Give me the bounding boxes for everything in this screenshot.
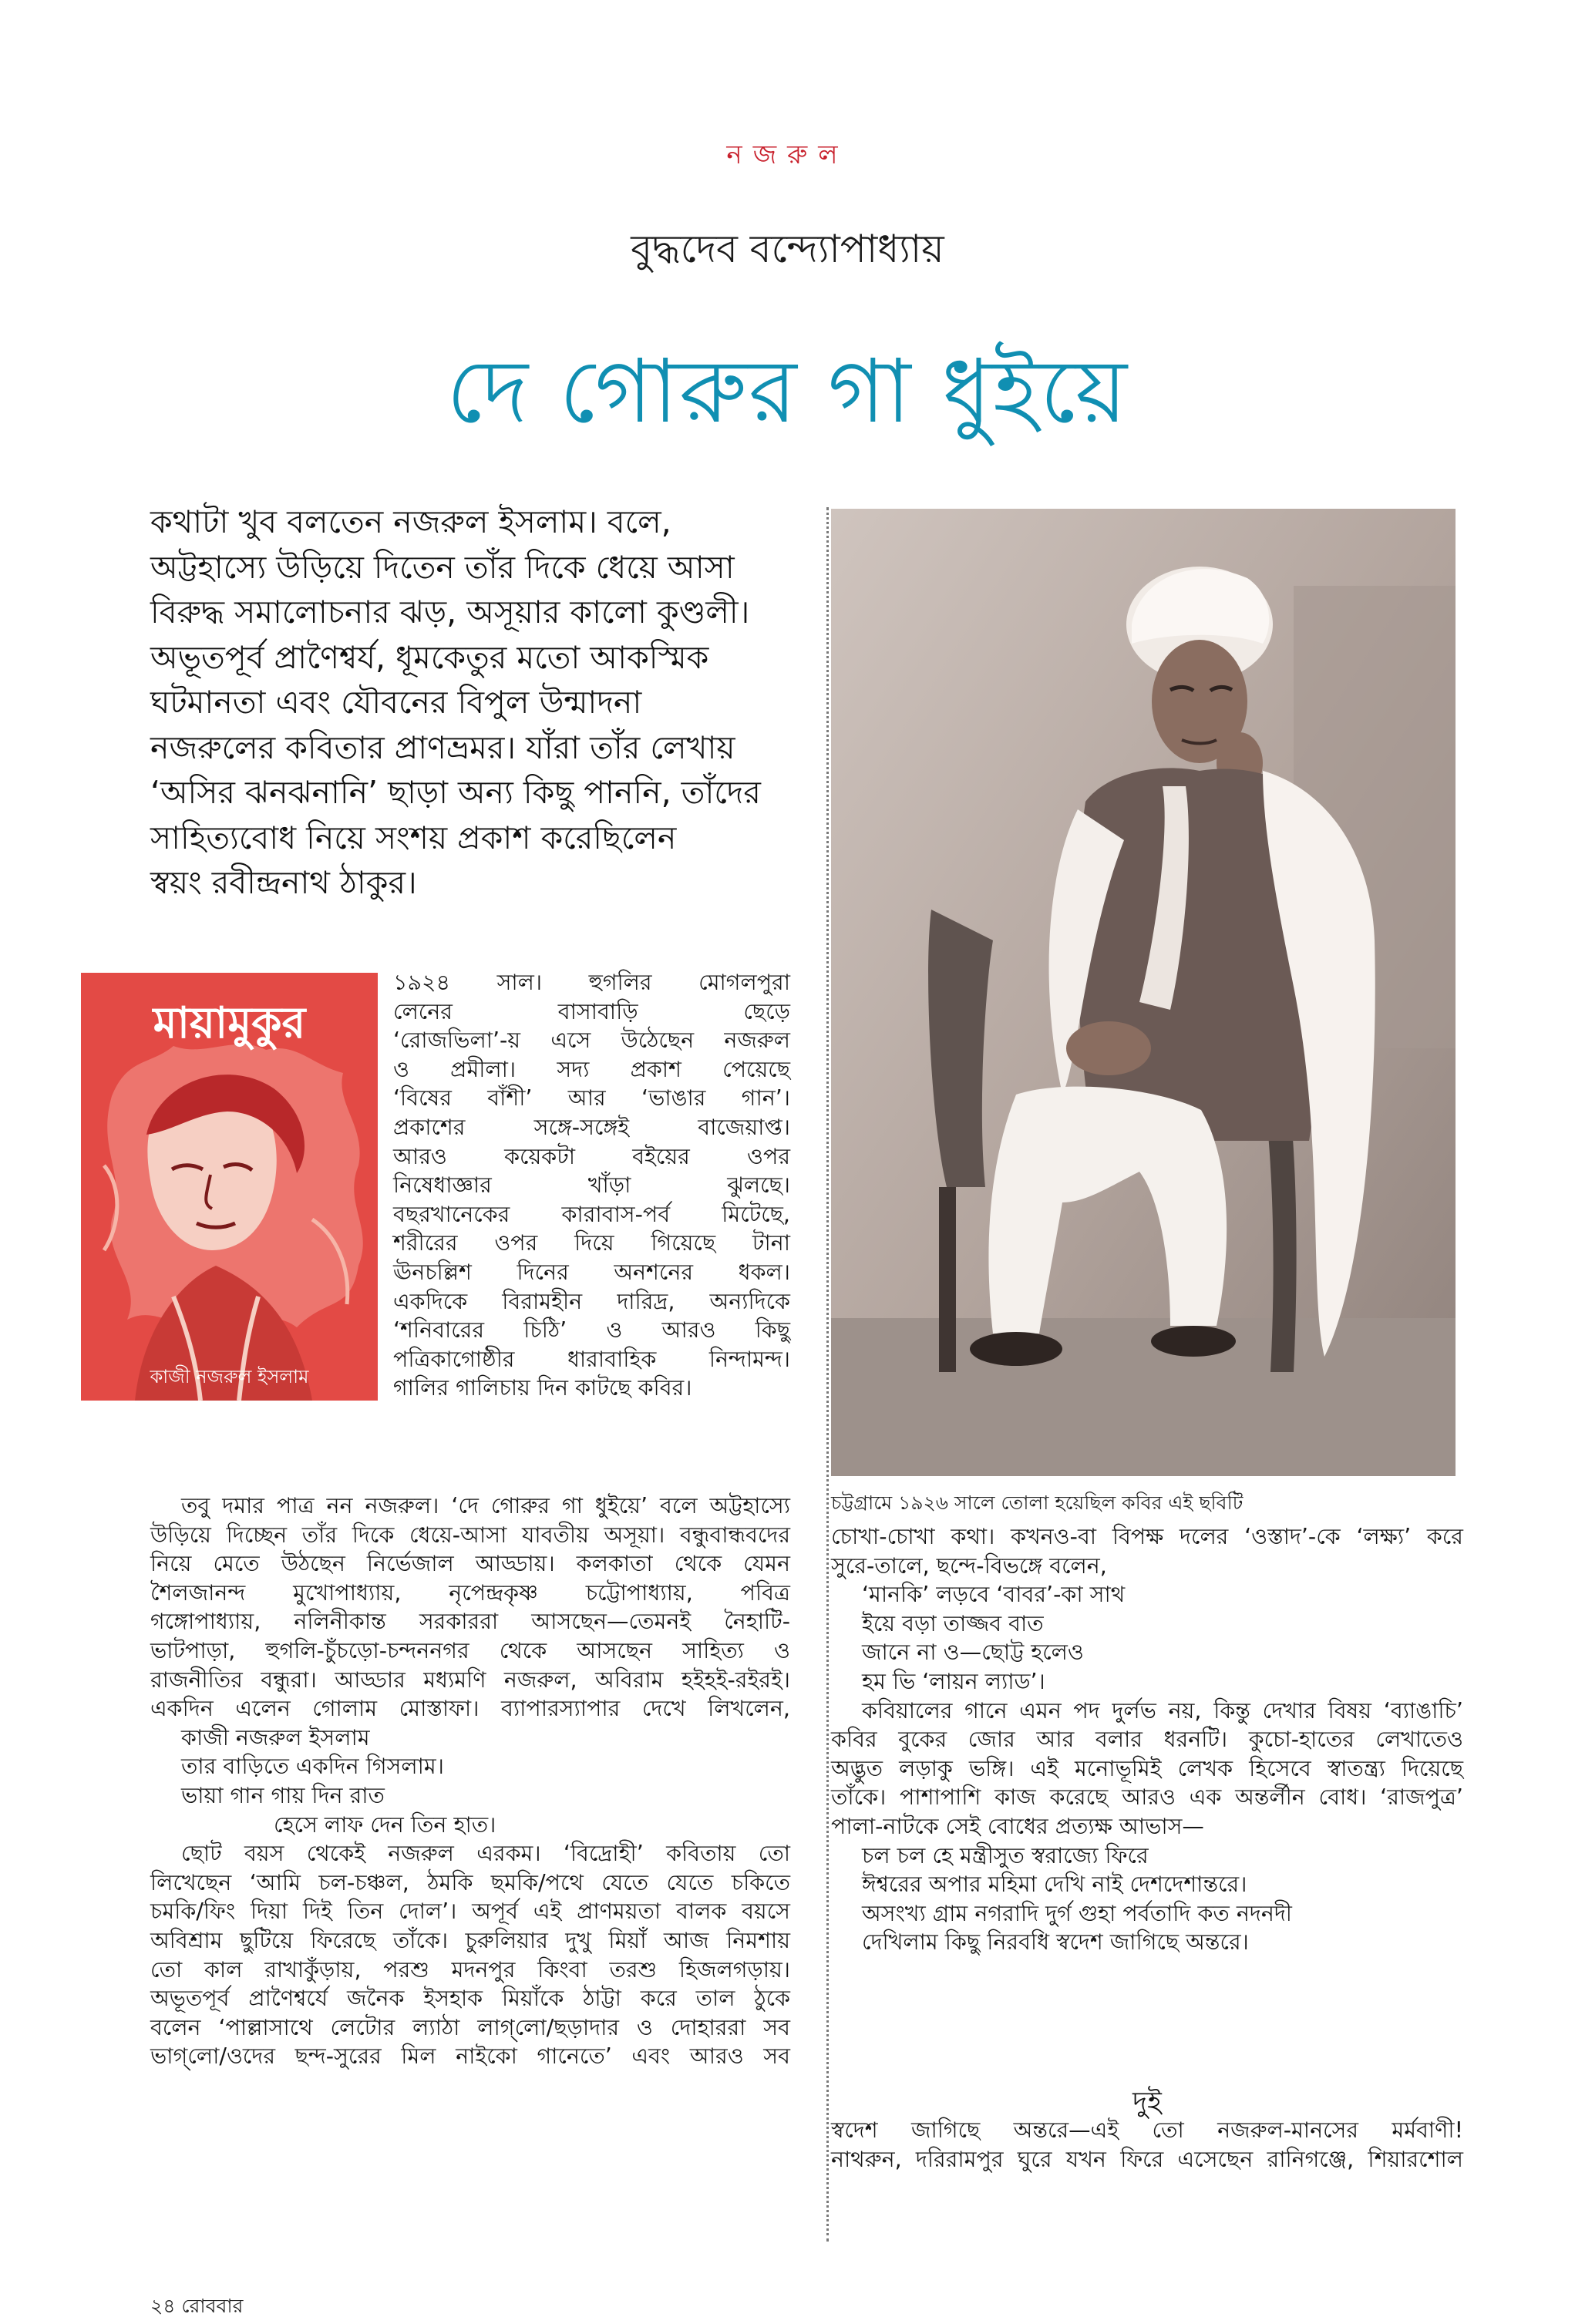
text-line: তবু দমার পাত্র নন নজরুল। ‘দে গোরুর গা ধুইয়ে’ বলে অট্টহাস্যে [181,1493,790,1519]
text-line: ‘বিষের বাঁশী’ আর ‘ভাঙার গান’। [393,1085,790,1112]
poet-portrait-photo [831,509,1456,1476]
verse-line: কাজী নজরুল ইসলাম [181,1724,370,1751]
book-title: মায়ামুকুর [153,998,306,1048]
intro-line: অভূতপূর্ব প্রাণৈশ্বর্য, ধূমকেতুর মতো আকস্মিক [150,638,709,676]
section-label: নজরুল [726,140,849,170]
text-line: কবির বুকের জোর আর বলার ধরনটি। কুচো-হাতের লেখাতেও [831,1727,1463,1753]
text-line: বলেন ‘পাল্লাসাথে লেটোর ল্যাঠা লাগ্‌লো/ছড়াদার ও দোহাররা সব [150,2014,790,2040]
verse-line: দেখিলাম কিছু নিরবধি স্বদেশ জাগিছে অন্তরে। [862,1929,1249,1956]
intro-line: ঘটমানতা এবং যৌবনের বিপুল উন্মাদনা [150,684,642,721]
text-line: উড়িয়ে দিচ্ছেন তাঁর দিকে ধেয়ে-আসা যাবতীয় অসূয়া। বন্ধুবান্ধবদের [150,1522,790,1548]
text-line: তো কাল রাখাকুঁড়ায়, পরশু মদনপুর কিংবা তরশু হিজলগড়ায়। [150,1956,790,1983]
article-author: বুদ্ধদেব বন্দ্যোপাধ্যায় [631,227,944,271]
verse-line: ভায়া গান গায় দিন রাত [181,1782,385,1808]
verse-line: তার বাড়িতে একদিন গিসলাম। [181,1754,444,1780]
text-line: শরীরের ওপর দিয়ে গিয়েছে টানা [393,1230,790,1256]
text-line: নিষেধাজ্ঞার খাঁড়া ঝুলছে। [393,1172,790,1199]
text-line: ঊনচল্লিশ দিনের অনশনের ধকল। [393,1259,790,1285]
article-title: দে গোরুর গা ধুইয়ে [446,340,1129,442]
text-line: লেনের বাসাবাড়ি ছেড়ে [393,998,790,1024]
text-line: পালা-নাটকে সেই বোধের প্রত্যক্ষ আভাস— [831,1813,1204,1839]
text-line: গঙ্গোপাধ্যায়, নলিনীকান্ত সরকাররা আসছেন—তেমনই নৈহাটি- [150,1609,790,1635]
verse-line: জানে না ও—ছোট্ট হলেও [862,1640,1084,1666]
text-line: ১৯২৪ সাল। হুগলির মোগলপুরা [393,970,790,995]
verse-line: ঈশ্বরের অপার মহিমা দেখি নাই দেশদেশান্তরে। [862,1872,1247,1898]
text-line: ভাগ্‌লো/ওদের ছন্দ-সুরের মিল নাইকো গানেতে’ এবং আরও সব [150,2043,790,2070]
text-line: চোখা-চোখা কথা। কখনও-বা বিপক্ষ দলের ‘ওস্তাদ’-কে ‘লক্ষ্য’ করে [831,1524,1463,1549]
book-cover-image [81,973,378,1401]
verse-line: অসংখ্য গ্রাম নগরাদি দুর্গ গুহা পর্বতাদি কত নদনদী [862,1900,1292,1926]
intro-line: অট্টহাস্যে উড়িয়ে দিতেন তাঁর দিকে ধেয়ে আসা [150,548,735,586]
body-column-narrow [393,968,790,1403]
text-line: অবিশ্রাম ছুটিয়ে ফিরেছে তাঁকে। চুরুলিয়ার দুখু মিয়াঁ আজ নিমশায় [150,1927,790,1953]
text-line: অভূতপূর্ব প্রাণৈশ্বর্যে জনৈক ইসহাক মিয়াঁকে ঠাট্টা করে তাল ঠুকে [150,1986,790,2012]
text-line: রাজনীতির বন্ধুরা। আড্ডার মধ্যমণি নজরুল, অবিরাম হইহই-রইরই। [150,1666,790,1693]
body-column-right-section-two [831,2116,1463,2174]
text-line: প্রকাশের সঙ্গে-সঙ্গেই বাজেয়াপ্ত। [393,1114,790,1140]
verse-line: হেসে লাফ দেন তিন হাত। [274,1811,496,1838]
intro-line: কথাটা খুব বলতেন নজরুল ইসলাম। বলে, [150,503,671,540]
intro-line: বিরুদ্ধ সমালোচনার ঝড়, অসূয়ার কালো কুণ্ডলী। [150,594,750,631]
book-author: কাজী নজরুল ইসলাম [150,1366,309,1387]
verse-line: চল চল হে মন্ত্রীসুত স্বরাজ্যে ফিরে [862,1842,1149,1868]
text-line: তাঁকে। পাশাপাশি কাজ করেছে আরও এক অন্তর্লীন বোধ। ‘রাজপুত্র’ [831,1784,1463,1811]
text-line: একদিন এলেন গোলাম মোস্তাফা। ব্যাপারস্যাপার দেখে লিখলেন, [150,1696,790,1722]
verse-line: ইয়ে বড়া তাজ্জব বাত [862,1610,1044,1636]
text-line: ভাটপাড়া, হুগলি-চুঁচড়ো-চন্দননগর থেকে আসছেন সাহিত্য ও [150,1637,790,1663]
text-line: বছরখানেকের কারাবাস-পর্ব মিটেছে, [393,1201,790,1227]
text-line: ‘শনিবারের চিঠি’ ও আরও কিছু [393,1317,790,1344]
body-column-right [831,1522,1463,1957]
text-line: গালির গালিচায় দিন কাটছে কবির। [393,1375,692,1401]
text-line: অদ্ভুত লড়াকু ভঙ্গি। এই মনোভূমিই লেখক হিসেবে স্বাতন্ত্র্য দিয়েছে [831,1755,1463,1781]
text-line: আরও কয়েকটা বইয়ের ওপর [393,1143,790,1169]
verse-line: ‘মানকি’ লড়বে ‘বাবর’-কা সাথ [862,1582,1126,1608]
text-line: পত্রিকাগোষ্ঠীর ধারাবাহিক নিন্দামন্দ। [393,1346,790,1372]
intro-line: নজরুলের কবিতার প্রাণভ্রমর। যাঁরা তাঁর লেখায় [150,728,735,766]
text-line: নিয়ে মেতে উঠছেন নির্ভেজাল আড্ডায়। কলকাতা থেকে যেমন [150,1551,790,1577]
text-line: সুরে-তালে, ছন্দে-বিভঙ্গে বলেন, [831,1552,1107,1579]
text-line: ‘রোজভিলা’-য় এসে উঠেছেন নজরুল [393,1027,790,1054]
section-heading: দুই [1132,2087,1162,2118]
text-line: স্বদেশ জাগিছে অন্তরে—এই তো নজরুল-মানসের মর্মবাণী! [831,2117,1463,2143]
text-line: শৈলজানন্দ মুখোপাধ্যায়, নৃপেন্দ্রকৃষ্ণ চট্টোপাধ্যায়, পবিত্র [150,1579,790,1606]
intro-line: সাহিত্যবোধ নিয়ে সংশয় প্রকাশ করেছিলেন [150,819,677,856]
intro-paragraph [150,499,790,906]
verse-line: হম ভি ‘লায়ন ল্যাড’। [862,1668,1045,1694]
portrait-illustration [831,509,1456,1476]
page-footer: ২৪ রোববার [150,2295,244,2317]
text-line: চমকি/ফিং দিয়া দিই তিন দোল’। অপূর্ব এই প্রাণময়তা বালক বয়সে [150,1899,790,1925]
text-line: ও প্রমীলা। সদ্য প্রকাশ পেয়েছে [393,1056,790,1082]
photo-caption: চট্টগ্রামে ১৯২৬ সালে তোলা হয়েছিল কবির এই ছবিটি [831,1492,1244,1514]
column-divider [826,507,829,2242]
intro-line: স্বয়ং রবীন্দ্রনাথ ঠাকুর। [150,864,417,901]
text-line: কবিয়ালের গানে এমন পদ দুর্লভ নয়, কিন্তু দেখার বিষয় ‘ব্যাঙাচি’ [862,1697,1463,1724]
body-column-left [150,1492,790,2071]
intro-line: ‘অসির ঝনঝনানি’ ছাড়া অন্য কিছু পাননি, তাঁদের [150,774,761,811]
text-line: লিখেছেন ‘আমি চল-চঞ্চল, ঠমকি ছমকি/পথে যেতে যেতে চকিতে [150,1869,790,1895]
text-line: একদিকে বিরামহীন দারিদ্র, অন্যদিকে [393,1288,790,1314]
text-line: নাথরুন, দরিরামপুর ঘুরে যখন ফিরে এসেছেন রানিগঞ্জে, শিয়ারশোল [831,2146,1463,2172]
text-line: ছোট বয়স থেকেই নজরুল এরকম। ‘বিদ্রোহী’ কবিতায় তো [181,1841,790,1867]
